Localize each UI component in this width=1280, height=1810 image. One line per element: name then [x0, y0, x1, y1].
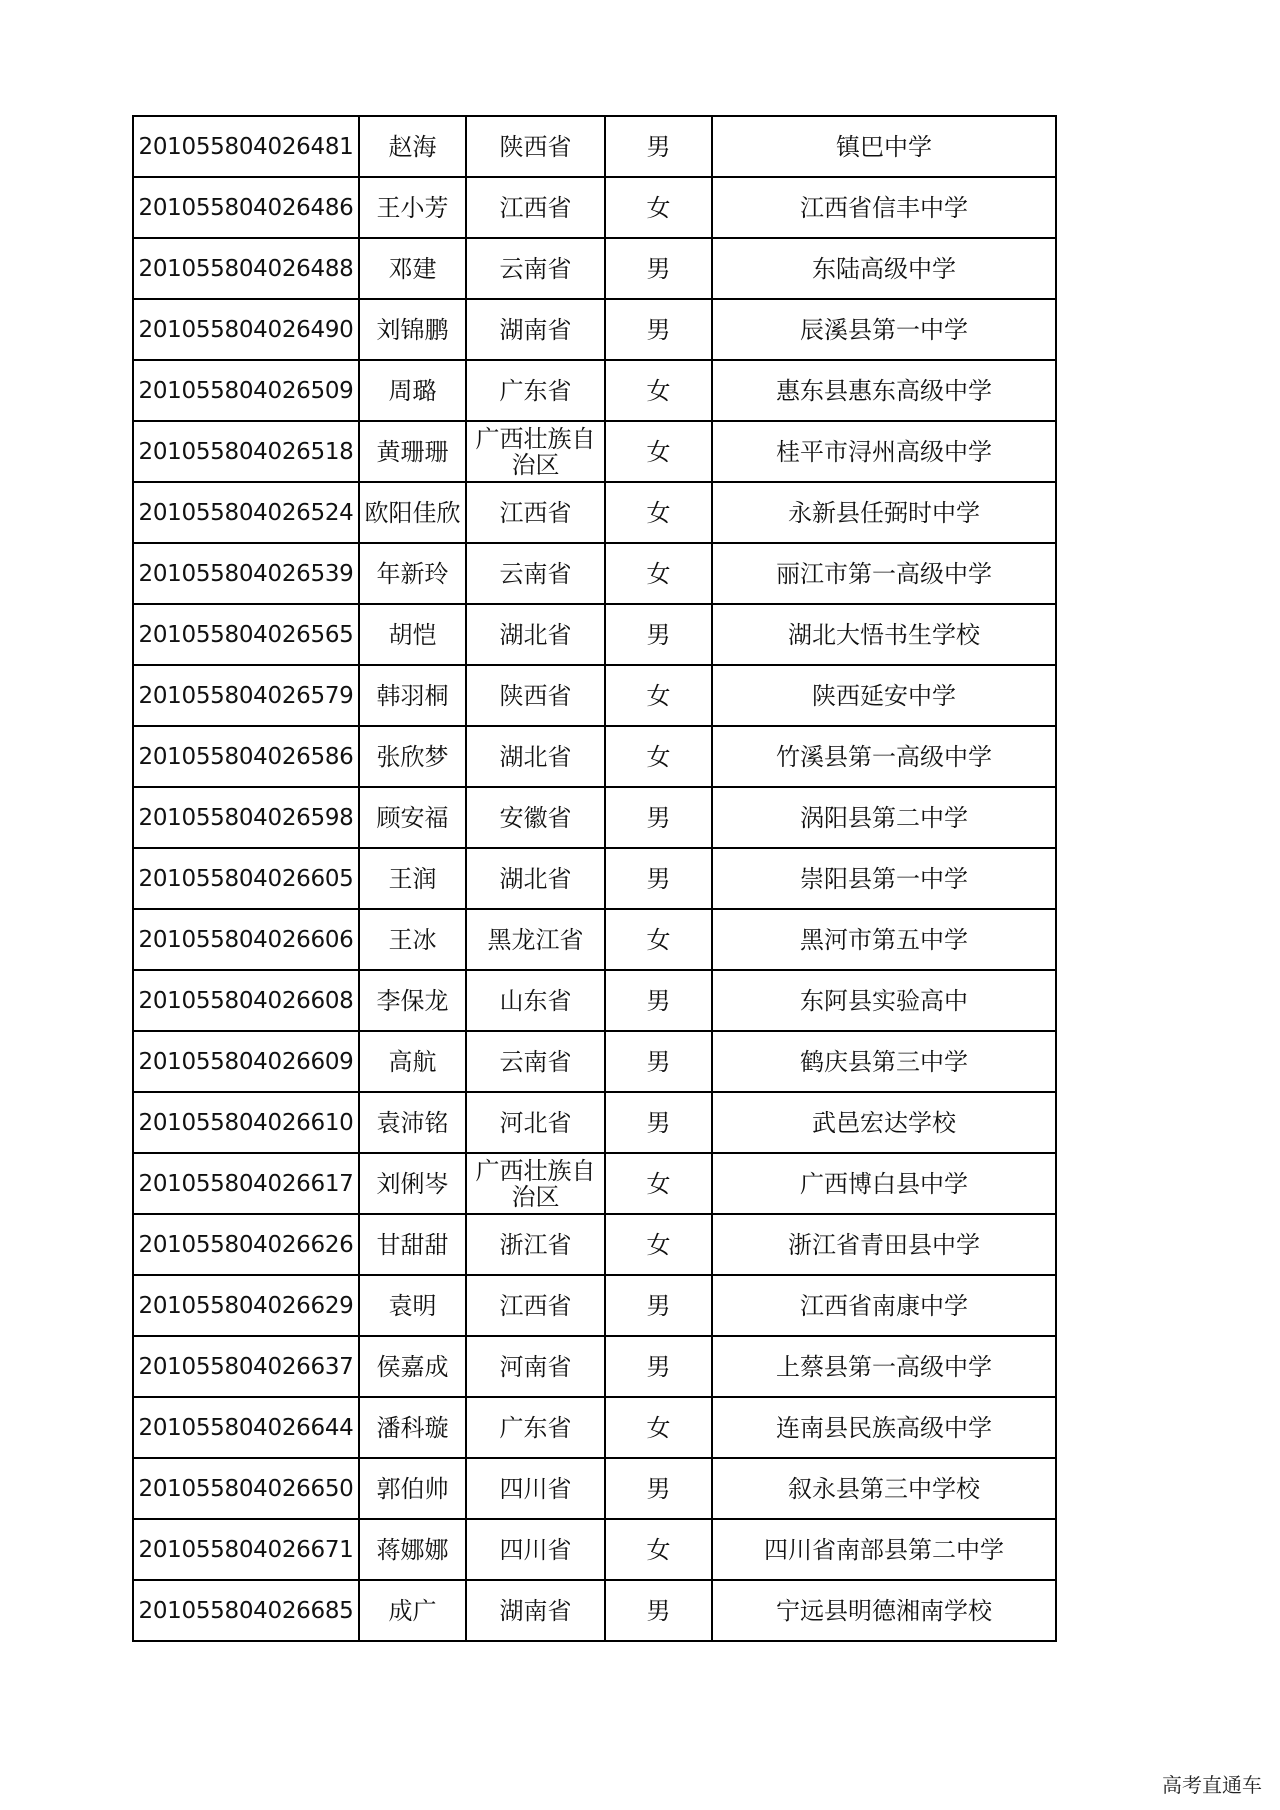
table-row	[133, 1397, 1056, 1458]
school-cell: 连南县民族高级中学	[712, 1397, 1056, 1458]
gender-cell: 女	[605, 482, 712, 543]
gender-cell: 男	[605, 116, 712, 177]
province-cell: 陕西省	[466, 116, 605, 177]
province-cell: 广东省	[466, 1397, 605, 1458]
province-cell: 云南省	[466, 1031, 605, 1092]
student-id-cell: 201055804026671	[133, 1519, 359, 1580]
table-row	[133, 604, 1056, 665]
student-name-cell: 周璐	[359, 360, 466, 421]
school-cell: 黑河市第五中学	[712, 909, 1056, 970]
gender-cell: 女	[605, 421, 712, 482]
table-row	[133, 482, 1056, 543]
student-name-cell: 黄珊珊	[359, 421, 466, 482]
watermark-text: 高考直通车	[1162, 1773, 1262, 1797]
student-name-cell: 邓建	[359, 238, 466, 299]
student-id-cell: 201055804026524	[133, 482, 359, 543]
student-id-cell: 201055804026644	[133, 1397, 359, 1458]
student-id-cell: 201055804026579	[133, 665, 359, 726]
table-row	[133, 665, 1056, 726]
province-cell: 陕西省	[466, 665, 605, 726]
student-roster-table	[132, 115, 1057, 1642]
student-id-cell: 201055804026486	[133, 177, 359, 238]
province-cell: 江西省	[466, 482, 605, 543]
gender-cell: 男	[605, 299, 712, 360]
table-row	[133, 543, 1056, 604]
student-name-cell: 刘锦鹏	[359, 299, 466, 360]
table-row	[133, 970, 1056, 1031]
school-cell: 永新县任弼时中学	[712, 482, 1056, 543]
province-cell: 云南省	[466, 238, 605, 299]
student-id-cell: 201055804026637	[133, 1336, 359, 1397]
province-cell: 安徽省	[466, 787, 605, 848]
table-row	[133, 1031, 1056, 1092]
student-name-cell: 年新玲	[359, 543, 466, 604]
province-cell: 广东省	[466, 360, 605, 421]
table-row	[133, 1458, 1056, 1519]
gender-cell: 女	[605, 909, 712, 970]
province-cell: 山东省	[466, 970, 605, 1031]
province-cell: 河南省	[466, 1336, 605, 1397]
gender-cell: 女	[605, 726, 712, 787]
table-row	[133, 299, 1056, 360]
student-id-cell: 201055804026629	[133, 1275, 359, 1336]
student-id-cell: 201055804026626	[133, 1214, 359, 1275]
student-name-cell: 王小芳	[359, 177, 466, 238]
school-cell: 崇阳县第一中学	[712, 848, 1056, 909]
student-id-cell: 201055804026610	[133, 1092, 359, 1153]
gender-cell: 男	[605, 1458, 712, 1519]
table-row	[133, 1153, 1056, 1214]
province-cell: 江西省	[466, 177, 605, 238]
school-cell: 桂平市浔州高级中学	[712, 421, 1056, 482]
province-cell: 湖南省	[466, 299, 605, 360]
student-name-cell: 袁沛铭	[359, 1092, 466, 1153]
table-row	[133, 1214, 1056, 1275]
table-row	[133, 1519, 1056, 1580]
table-row	[133, 421, 1056, 482]
table-row	[133, 116, 1056, 177]
school-cell: 浙江省青田县中学	[712, 1214, 1056, 1275]
student-name-cell: 赵海	[359, 116, 466, 177]
student-name-cell: 欧阳佳欣	[359, 482, 466, 543]
student-name-cell: 高航	[359, 1031, 466, 1092]
table-row	[133, 787, 1056, 848]
gender-cell: 女	[605, 1519, 712, 1580]
gender-cell: 男	[605, 238, 712, 299]
school-cell: 武邑宏达学校	[712, 1092, 1056, 1153]
province-cell: 广西壮族自治区	[466, 421, 605, 482]
school-cell: 鹤庆县第三中学	[712, 1031, 1056, 1092]
gender-cell: 女	[605, 665, 712, 726]
table-row	[133, 177, 1056, 238]
student-id-cell: 201055804026539	[133, 543, 359, 604]
student-id-cell: 201055804026608	[133, 970, 359, 1031]
school-cell: 东阿县实验高中	[712, 970, 1056, 1031]
student-id-cell: 201055804026598	[133, 787, 359, 848]
school-cell: 陕西延安中学	[712, 665, 1056, 726]
province-cell: 湖北省	[466, 848, 605, 909]
province-cell: 云南省	[466, 543, 605, 604]
student-name-cell: 李保龙	[359, 970, 466, 1031]
student-id-cell: 201055804026518	[133, 421, 359, 482]
school-cell: 惠东县惠东高级中学	[712, 360, 1056, 421]
table-row	[133, 360, 1056, 421]
province-cell: 四川省	[466, 1458, 605, 1519]
school-cell: 广西博白县中学	[712, 1153, 1056, 1214]
table-row	[133, 909, 1056, 970]
province-cell: 河北省	[466, 1092, 605, 1153]
table-row	[133, 1275, 1056, 1336]
gender-cell: 男	[605, 848, 712, 909]
gender-cell: 男	[605, 604, 712, 665]
student-name-cell: 王冰	[359, 909, 466, 970]
student-id-cell: 201055804026586	[133, 726, 359, 787]
gender-cell: 男	[605, 1275, 712, 1336]
table-row	[133, 1336, 1056, 1397]
gender-cell: 男	[605, 1031, 712, 1092]
table-row	[133, 238, 1056, 299]
student-id-cell: 201055804026685	[133, 1580, 359, 1641]
student-id-cell: 201055804026605	[133, 848, 359, 909]
school-cell: 竹溪县第一高级中学	[712, 726, 1056, 787]
province-cell: 浙江省	[466, 1214, 605, 1275]
province-cell: 黑龙江省	[466, 909, 605, 970]
student-id-cell: 201055804026609	[133, 1031, 359, 1092]
table-row	[133, 1092, 1056, 1153]
school-cell: 镇巴中学	[712, 116, 1056, 177]
gender-cell: 女	[605, 360, 712, 421]
student-id-cell: 201055804026481	[133, 116, 359, 177]
gender-cell: 女	[605, 1397, 712, 1458]
province-cell: 湖北省	[466, 604, 605, 665]
table-row	[133, 726, 1056, 787]
student-name-cell: 郭伯帅	[359, 1458, 466, 1519]
student-name-cell: 张欣梦	[359, 726, 466, 787]
student-name-cell: 蒋娜娜	[359, 1519, 466, 1580]
school-cell: 上蔡县第一高级中学	[712, 1336, 1056, 1397]
gender-cell: 女	[605, 177, 712, 238]
province-cell: 四川省	[466, 1519, 605, 1580]
student-name-cell: 潘科璇	[359, 1397, 466, 1458]
student-id-cell: 201055804026490	[133, 299, 359, 360]
student-name-cell: 甘甜甜	[359, 1214, 466, 1275]
province-cell: 湖北省	[466, 726, 605, 787]
student-name-cell: 侯嘉成	[359, 1336, 466, 1397]
school-cell: 叙永县第三中学校	[712, 1458, 1056, 1519]
student-id-cell: 201055804026509	[133, 360, 359, 421]
gender-cell: 女	[605, 1153, 712, 1214]
table-row	[133, 848, 1056, 909]
school-cell: 辰溪县第一中学	[712, 299, 1056, 360]
province-cell: 湖南省	[466, 1580, 605, 1641]
school-cell: 四川省南部县第二中学	[712, 1519, 1056, 1580]
gender-cell: 男	[605, 970, 712, 1031]
school-cell: 江西省信丰中学	[712, 177, 1056, 238]
student-id-cell: 201055804026488	[133, 238, 359, 299]
gender-cell: 男	[605, 1336, 712, 1397]
student-id-cell: 201055804026565	[133, 604, 359, 665]
school-cell: 湖北大悟书生学校	[712, 604, 1056, 665]
student-id-cell: 201055804026650	[133, 1458, 359, 1519]
student-name-cell: 成广	[359, 1580, 466, 1641]
student-name-cell: 顾安福	[359, 787, 466, 848]
table-row	[133, 1580, 1056, 1641]
student-name-cell: 王润	[359, 848, 466, 909]
school-cell: 涡阳县第二中学	[712, 787, 1056, 848]
student-name-cell: 胡恺	[359, 604, 466, 665]
student-id-cell: 201055804026606	[133, 909, 359, 970]
school-cell: 东陆高级中学	[712, 238, 1056, 299]
student-name-cell: 袁明	[359, 1275, 466, 1336]
student-name-cell: 韩羽桐	[359, 665, 466, 726]
school-cell: 江西省南康中学	[712, 1275, 1056, 1336]
gender-cell: 男	[605, 787, 712, 848]
school-cell: 丽江市第一高级中学	[712, 543, 1056, 604]
province-cell: 江西省	[466, 1275, 605, 1336]
school-cell: 宁远县明德湘南学校	[712, 1580, 1056, 1641]
gender-cell: 男	[605, 1580, 712, 1641]
gender-cell: 女	[605, 1214, 712, 1275]
gender-cell: 男	[605, 1092, 712, 1153]
gender-cell: 女	[605, 543, 712, 604]
student-name-cell: 刘俐岑	[359, 1153, 466, 1214]
roster-body	[133, 116, 1056, 1641]
student-id-cell: 201055804026617	[133, 1153, 359, 1214]
province-cell: 广西壮族自治区	[466, 1153, 605, 1214]
